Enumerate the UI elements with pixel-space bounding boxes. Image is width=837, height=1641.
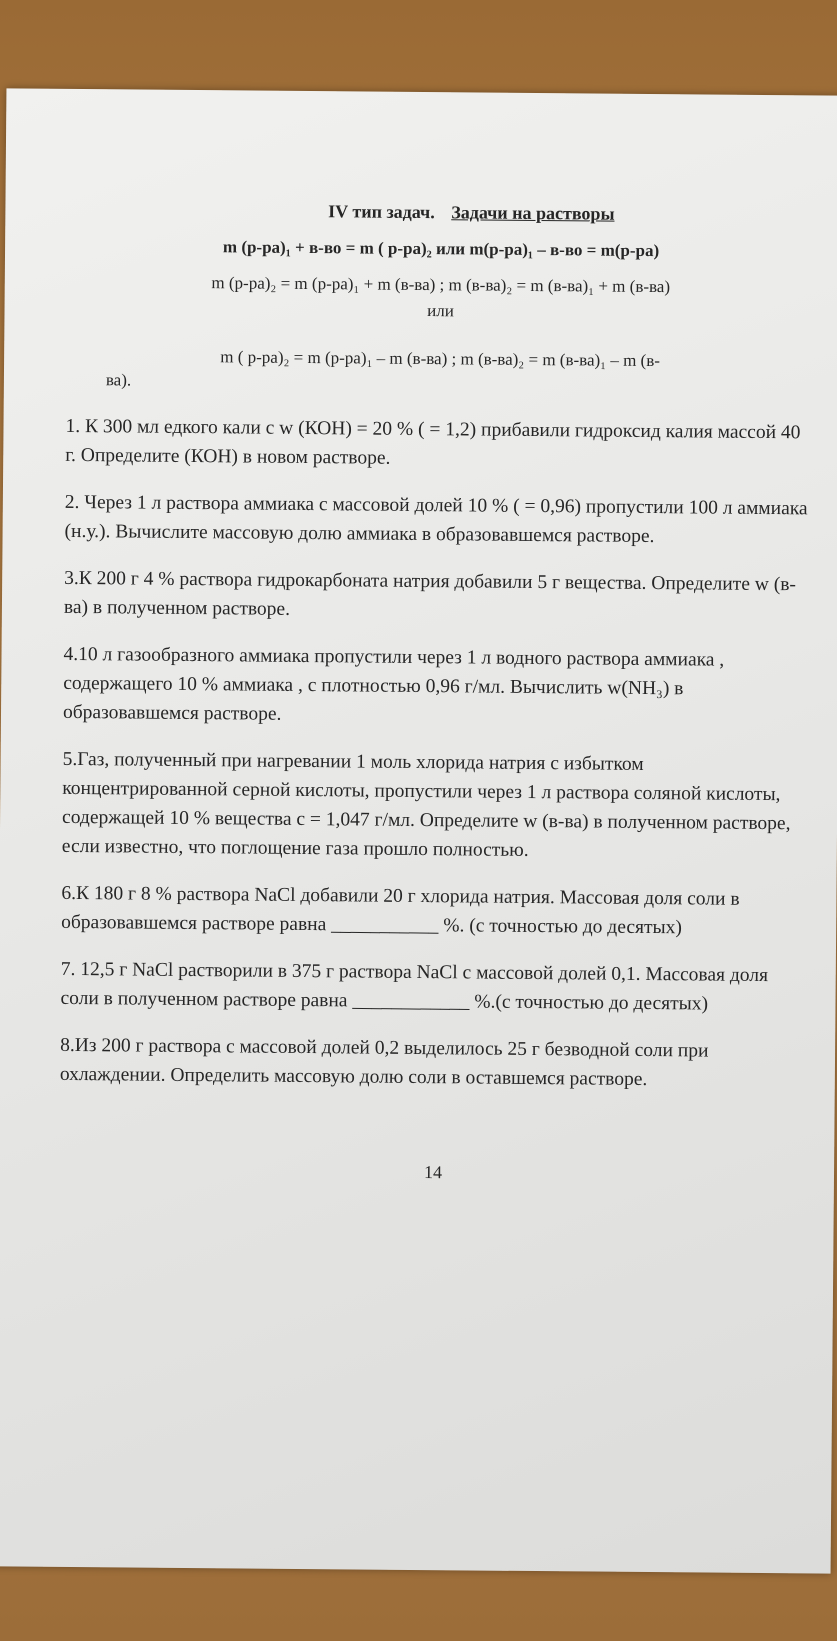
page-content xyxy=(59,199,816,1186)
page-number: 14 xyxy=(423,1162,443,1183)
document-page xyxy=(0,88,837,1573)
problem-3: 3.К 200 г 4 % раствора гидрокарбоната натрия добавили 5 г вещества. Определите w (в-ва) в полученном растворе. xyxy=(63,567,797,620)
formula-line-3: m ( р-ра)₂ = m (р-ра)₁ – m (в-ва) ; m (в-ва)₂ = m (в-ва)₁ – m (в- xyxy=(220,347,661,371)
problem-4: 4.10 л газообразного аммиака пропустили через 1 л водного раствора аммиака , содержащего 10 % аммиака , с плотностью 0,96 г/мл. Вычислить w(NH₃) в образовавшемся растворе. xyxy=(62,643,725,725)
problem-7: 7. 12,5 г NaCl растворили в 375 г раствора NaCl с массовой долей 0,1. Массовая доля соли в полученном растворе равна ____________ %.(с точностью до десятых) xyxy=(60,958,769,1015)
formula-line-3-end: ва). xyxy=(105,370,132,390)
problem-6: 6.К 180 г 8 % раствора NaCl добавили 20 г хлорида натрия. Массовая доля соли в образовавшемся растворе равна ___________ %. (с точностью до десятых) xyxy=(61,882,740,939)
section-heading: Задачи на растворы xyxy=(451,202,615,224)
problem-2: 2. Через 1 л раствора аммиака с массовой долей 10 % ( = 0,96) пропустили 100 л аммиака (н.у.). Вычислите массовую долю аммиака в образовавшемся растворе. xyxy=(64,491,808,548)
problem-8: 8.Из 200 г раствора с массовой долей 0,2 выделилось 25 г безводной соли при охлаждении. Определить массовую долю соли в оставшемся растворе. xyxy=(59,1034,709,1091)
formula-line-2: m (р-ра)₂ = m (р-ра)₁ + m (в-ва) ; m (в-ва)₂ = m (в-ва)₁ + m (в-ва) xyxy=(211,273,671,297)
formula-or: или xyxy=(427,301,454,321)
section-type-label: IV тип задач. xyxy=(328,201,435,223)
problem-1: 1. К 300 мл едкого кали с w (КОН) = 20 % ( = 1,2) прибавили гидроксид калия массой 40 г. Определите (КОН) в новом растворе. xyxy=(65,415,801,469)
problem-5: 5.Газ, полученный при нагревании 1 моль хлорида натрия с избытком концентрированной серной кислоты, пропустили через 1 л раствора соляной кислоты, содержащей 10 % вещества с = 1,047 г/мл. Определите w (в-ва) в полученном растворе, если известно, что поглощение газа прошло полностью. xyxy=(61,748,791,861)
formula-line-1: m (р-ра)₁ + в-во = m ( р-ра)₂ или m(р-ра)₁ – в-во = m(р-ра) xyxy=(222,237,660,261)
section-title xyxy=(127,199,815,226)
